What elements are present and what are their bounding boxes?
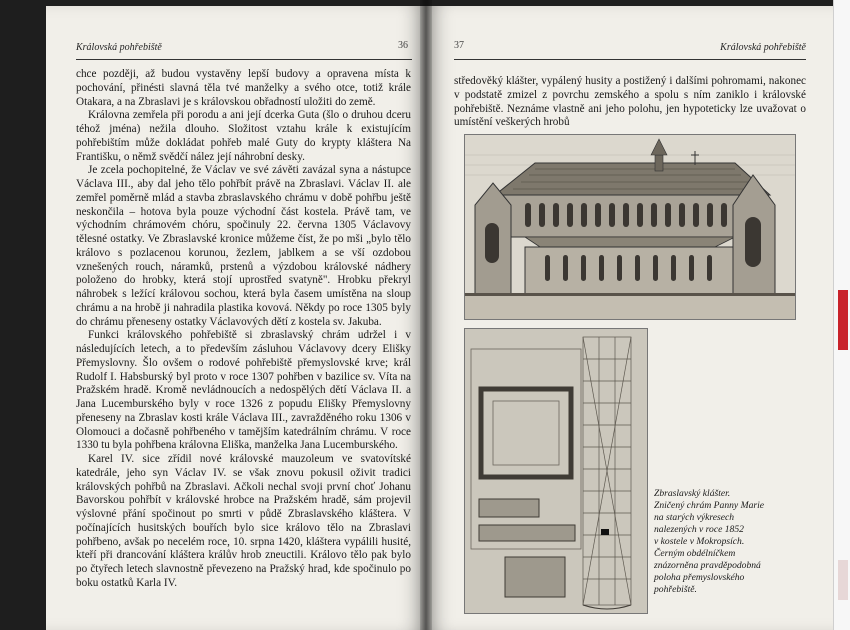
- bookmark-tab: [838, 290, 848, 350]
- right-page: [426, 6, 834, 630]
- paragraph: Funkci královského pohřebiště si zbraslavský chrám udržel i v následujících letech, a to především zásluhou Václavovy dcery Elišky Přemyslovny. Šlo ovšem o rodové pohřebiště přemyslovské krve; král Rudolf I. Habsburský byl proto v roce 1307 pohřben v bazilice sv. Víta na Pražském hradě. Kromě nevládnoucích a nedospělých dětí Václava II. a Jana Lucemburského byly v roce 1326 z popudu Elišky Přemyslovny přeneseny na Zbraslav kosti krále Václava III., zavražděného roku 1306 v Olomouci a dočasně pohřbeného v tamějším katedrálním chrámu. V roce 1330 tu byla pohřbena královna Eliška, manželka Jana Lucemburského.: [76, 329, 411, 452]
- left-page: [46, 6, 426, 630]
- figure-caption: [654, 488, 804, 596]
- running-head-left: Královská pohřebiště: [76, 42, 162, 53]
- caption-line: nalezených v roce 1852: [654, 524, 744, 535]
- caption-line: Černým obdélníčkem: [654, 548, 736, 559]
- paragraph: chce později, až budou vystavěny lepší budovy a opravena místa k pochování, přinésti slavná těla tvé manželky a svého otce, totiž krále Otakara, a na Zbraslavi je s královskou obřadností uložiti do země.: [76, 68, 411, 108]
- paragraph: středověký klášter, vypálený husity a postižený i dalšími pohromami, nakonec v podstatě zmizel z povrchu zemského a spolu s ním zaniklo i královské pohřebiště. Neznáme vlastně ani jeho polohu, jen hypoteticky lze uvažovat o umístění veškerých hrobů: [454, 75, 806, 129]
- monastery-floor-plan: [464, 328, 648, 614]
- paragraph: Karel IV. sice zřídil nové královské mauzoleum ve svatovítské katedrále, jeho syn Václav IV. se však znovu pokusil oživit tradici královských pohřbů na Zbraslavi. Ačkoli nechal svoji první choť Johanu Bavorskou pohřbít v královské hrobce na Pražském hradě, sám projevil výslovné přání spočinout po smrti v půdě Zbraslavského kláštera. V počínajících husitských bouřích bylo sice královo tělo na Zbraslavi pohřbeno, avšak po necelém roce, 10. srpna 1420, kláštera vypálili husité, kteří při drancování kláštera králův hrob zneuctili. Královo tělo pak bylo po čtyřech letech slavnostně převezeno na Pražský hrad, kde spočinulo po boku ostatků Karla IV.: [76, 453, 411, 589]
- caption-line: znázorněna pravděpodobná: [654, 560, 761, 571]
- right-body-text: [454, 75, 806, 130]
- caption-line: poloha přemyslovského: [654, 572, 745, 583]
- left-body-text: [76, 68, 411, 591]
- paragraph: Je zcela pochopitelné, že Václav ve své závěti zavázal syna a nástupce Václava III., aby dal jeho tělo pohřbít právě na Zbraslavi. Václav II. ale zemřel poměrně mlád a stavba zbraslavského chrámu v době pohřbu ještě neskončila – hotova byla pouze východní část kostela. Právě tam, ve východním chrámovém chóru, spočinuly 22. června 1305 Václavovy tělesné ostatky. Ve Zbraslavské kronice můžeme číst, že po mši „bylo tělo královo s pozlacenou korunou, žezlem, jablkem a se vší ozdobou vznešených rouch, náramků, prstenů a výzdobou královské nádhery položeno do hrobky, která stojí uprostřed svatyně". Hrobku překryl náhrobek s ležící královou sochou, která byla časem umístěna na sloup chrámu a na hrobě ji nahradila plastika kovová. Někdy po roce 1305 byly do chrámu přeneseny ostatky Václavových dětí z kostela sv. Jakuba.: [76, 164, 411, 328]
- header-rule: [76, 59, 412, 60]
- page-edge-tint: [838, 560, 848, 600]
- page-number-right: 37: [454, 40, 464, 51]
- running-head-right: Královská pohřebiště: [720, 42, 806, 53]
- caption-line: v kostele v Mokropsích.: [654, 536, 745, 547]
- caption-line: Zbraslavský klášter.: [654, 488, 731, 499]
- book-gutter: [420, 0, 432, 630]
- caption-line: pohřebiště.: [654, 584, 697, 595]
- caption-line: Zničený chrám Panny Marie: [654, 500, 765, 511]
- header-rule: [454, 59, 806, 60]
- page-number-left: 36: [398, 40, 408, 51]
- church-elevation-drawing: [464, 134, 796, 320]
- paragraph: Královna zemřela při porodu a ani její dcerka Guta (šlo o druhou dceru téhož jména) nežila dlouho. Složitost vztahu krále k existujícím pohřebištím může dokládat pohřeb malé Guty do krypty kláštera Na Františku, o němž svědčí nález její náhrobní desky.: [76, 109, 411, 163]
- caption-line: na starých výkresech: [654, 512, 735, 523]
